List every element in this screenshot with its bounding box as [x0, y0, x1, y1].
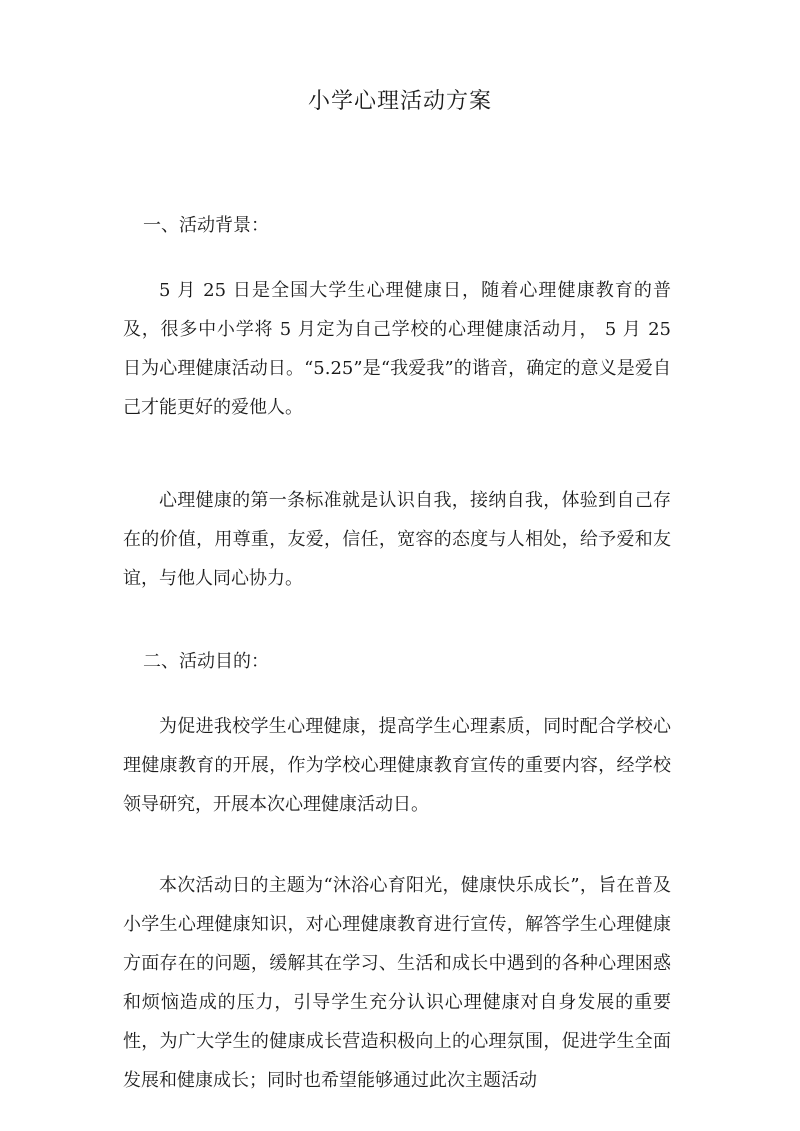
paragraph-background-1: 5 月 25 日是全国大学生心理健康日，随着心理健康教育的普及，很多中小学将 5 月定为自己学校的心理健康活动月， 5 月 25 日为心理健康活动日。“5.25”是“我爱我”的谐音，确定的意义是爱自己才能更好的爱他人。	[123, 280, 671, 418]
paragraph-background-2: 心理健康的第一条标准就是认识自我，接纳自我，体验到自己存在的价值，用尊重，友爱，信任，宽容的态度与人相处，给予爱和友谊，与他人同心协力。	[123, 490, 671, 589]
document-title: 小学心理活动方案	[307, 89, 492, 114]
section-heading-purpose: 二、活动目的：	[143, 651, 269, 672]
paragraph-purpose-2: 本次活动日的主题为“沐浴心育阳光，健康快乐成长”，旨在普及小学生心理健康知识，对心理健康教育进行宣传，解答学生心理健康方面存在的问题，缓解其在学习、生活和成长中遇到的各种心理困惑和烦恼造成的压力，引导学生充分认识心理健康对自身发展的重要性，为广大学生的健康成长营造积极向上的心理氛围，促进学生全面发展和健康成长；同时也希望能够通过此次主题活动	[123, 875, 671, 1091]
paragraph-purpose-1: 为促进我校学生心理健康，提高学生心理素质，同时配合学校心理健康教育的开展，作为学校心理健康教育宣传的重要内容，经学校领导研究，开展本次心理健康活动日。	[123, 716, 671, 815]
section-heading-background: 一、活动背景：	[143, 215, 269, 236]
